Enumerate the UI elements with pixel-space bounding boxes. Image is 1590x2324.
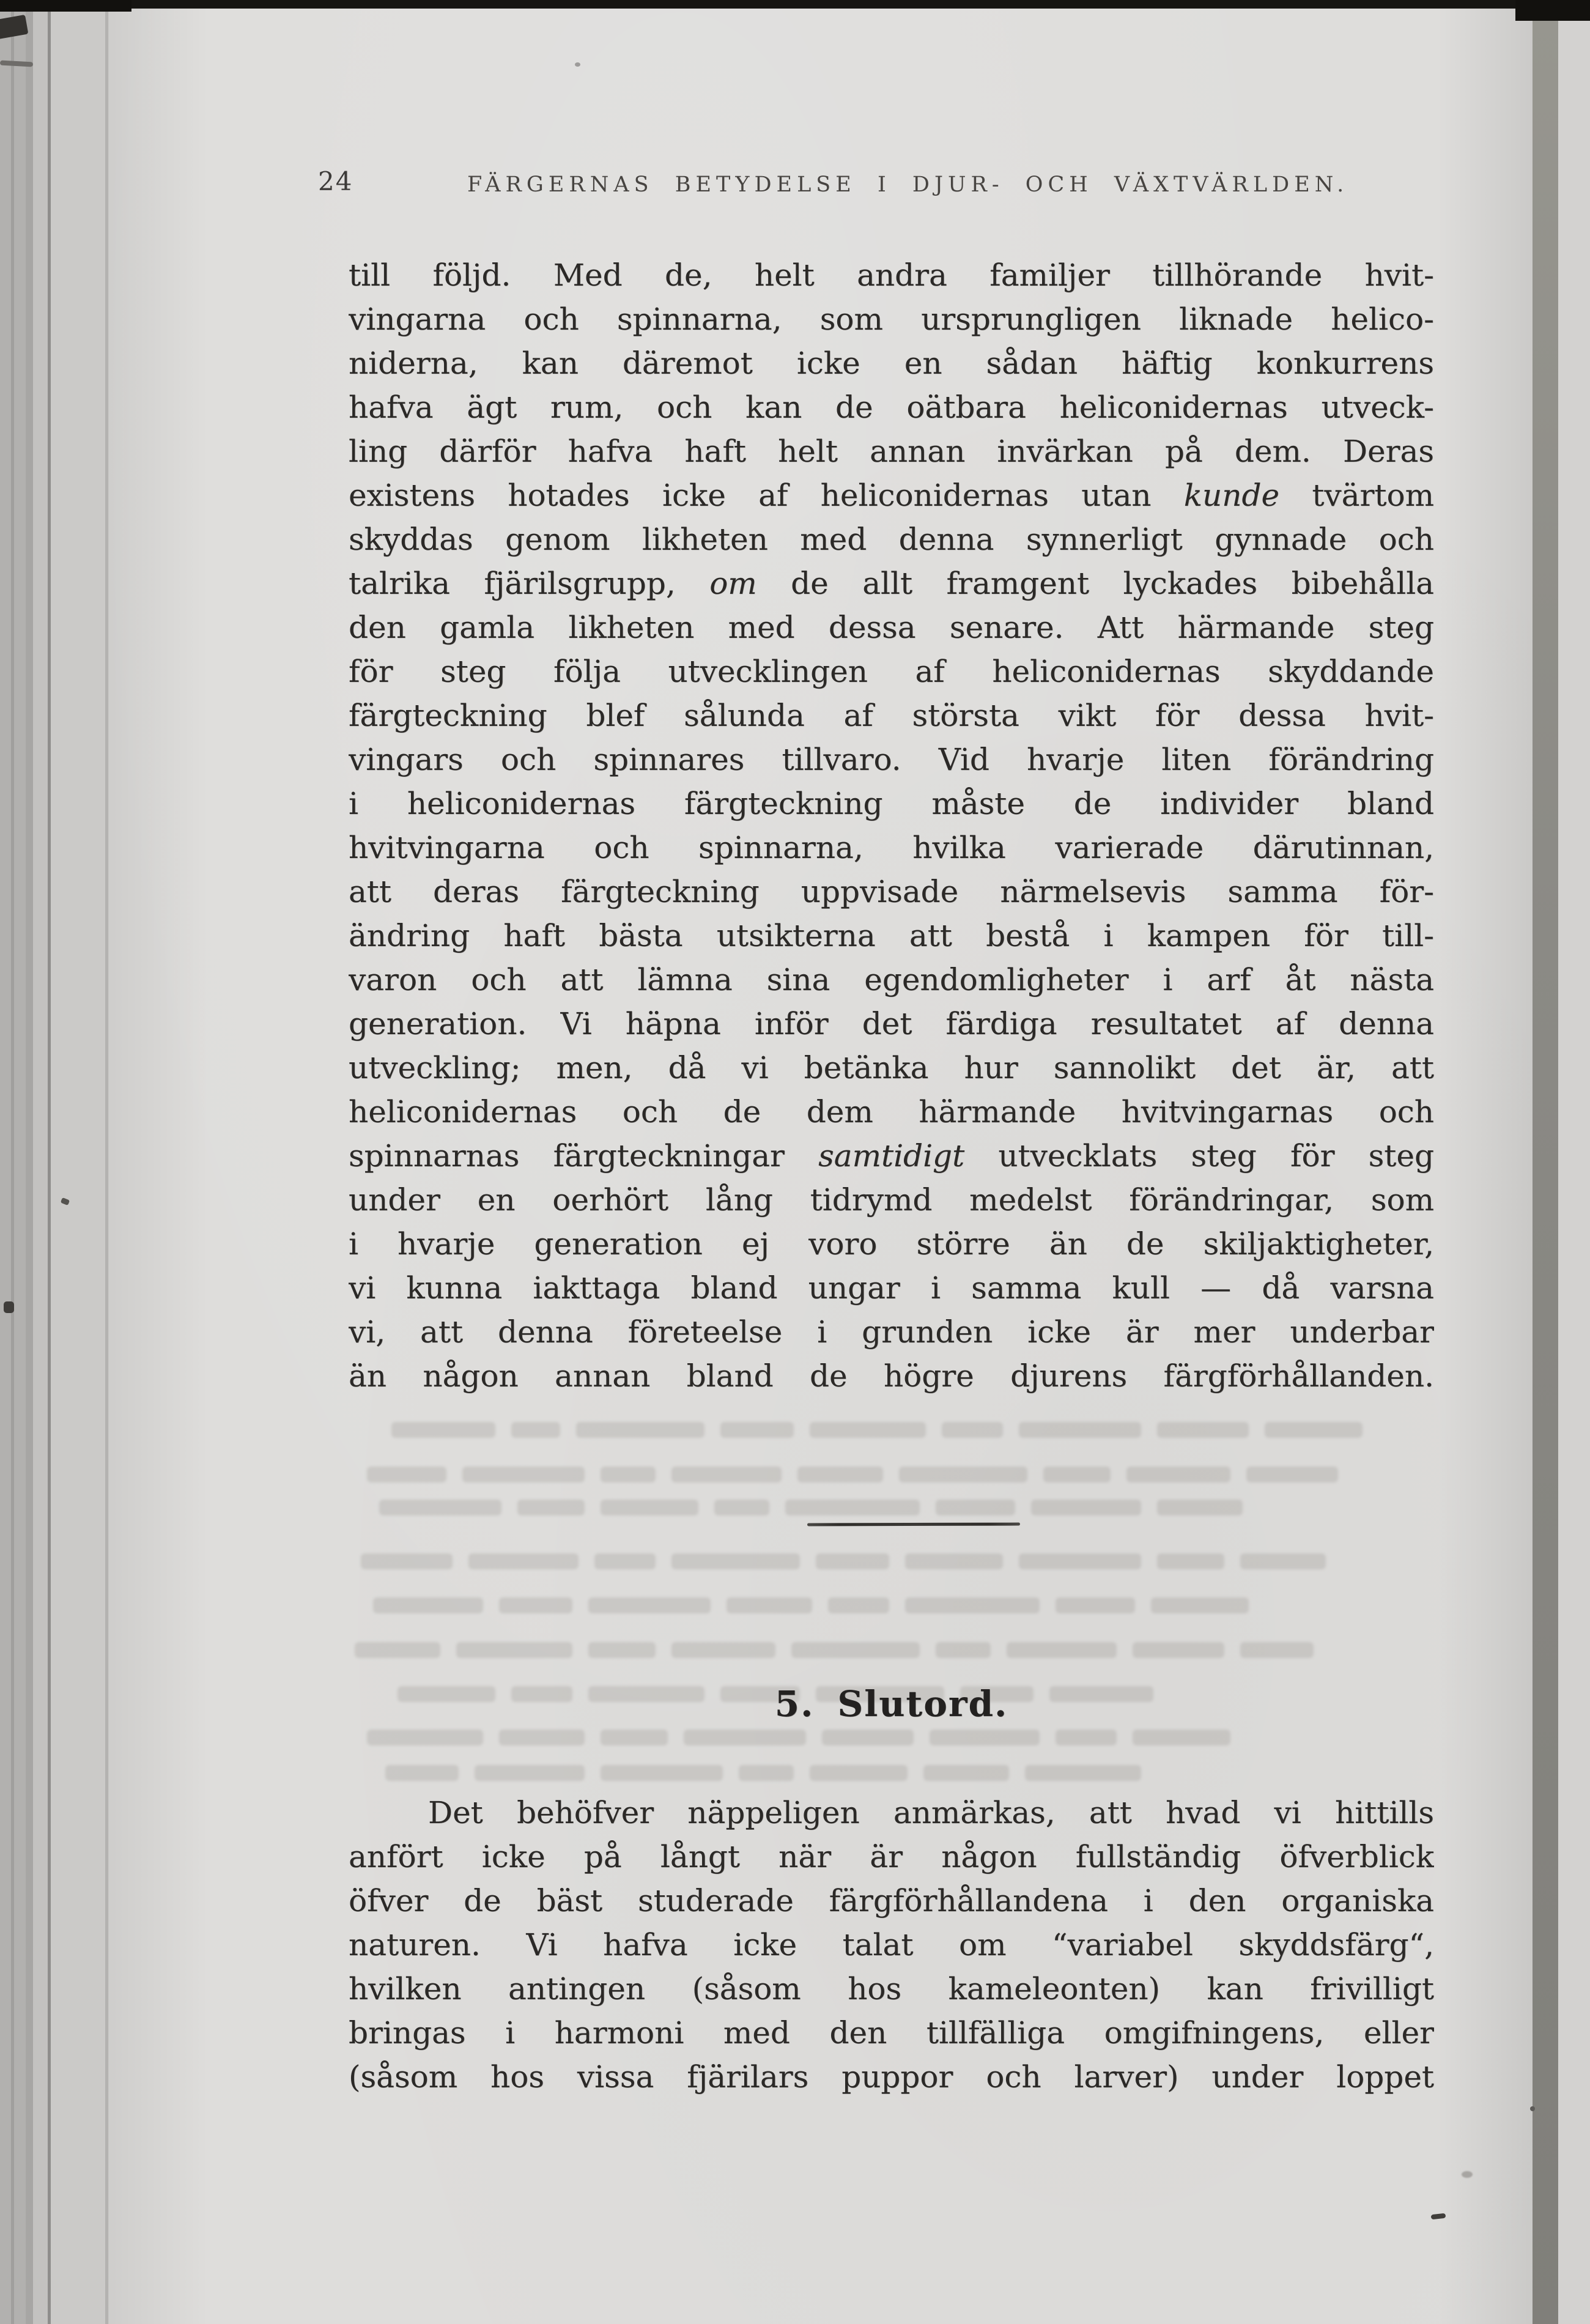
text-line: Det behöfver näppeligen anmärkas, att hvad vi hittills (428, 1795, 1434, 1830)
text-line: heliconidernas och de dem härmande hvitvingarnas och (349, 1094, 1434, 1130)
text-line: naturen. Vi hafva icke talat om “variabel skyddsfärg“, (349, 1927, 1434, 1963)
ink-speck (575, 62, 580, 67)
text-line: vi kunna iakttaga bland ungar i samma kull — då varsna (349, 1270, 1434, 1306)
paragraph-slutord (349, 1791, 1434, 2099)
text-line: generation. Vi häpna inför det färdiga resultatet af denna (349, 1006, 1434, 1042)
bleedthrough-line (385, 1765, 1157, 1783)
text-line: skyddas genom likheten med denna synnerligt gynnade och (349, 522, 1434, 557)
text-line: (såsom hos vissa fjärilars puppor och larver) under loppet (349, 2059, 1434, 2095)
text-line: för steg följa utvecklingen af heliconidernas skyddande (349, 654, 1434, 689)
text-line: existens hotades icke af heliconidernas utan kunde tvärtom (349, 478, 1434, 513)
bleedthrough-line (373, 1597, 1265, 1616)
text-line: anfört icke på långt när är någon fullständig öfverblick (349, 1839, 1434, 1874)
text-line: vingarna och spinnarna, som ursprungligen liknade helico- (349, 302, 1434, 337)
text-line: i hvarje generation ej voro större än de skiljaktigheter, (349, 1226, 1434, 1262)
text-line: vi, att denna företeelse i grunden icke är mer underbar (349, 1314, 1434, 1350)
text-line: talrika fjärilsgrupp, om de allt framgent lyckades bibehålla (349, 566, 1434, 601)
text-line: i heliconidernas färgteckning måste de individer bland (349, 786, 1434, 821)
text-line: vingars och spinnares tillvaro. Vid hvarje liten förändring (349, 742, 1434, 777)
text-line: utveckling; men, då vi betänka hur sannolikt det är, att (349, 1050, 1434, 1086)
text-line: under en oerhört lång tidrymd medelst förändringar, som (349, 1182, 1434, 1218)
text-line: öfver de bäst studerade färgförhållandena i den organiska (349, 1883, 1434, 1919)
text-line: niderna, kan däremot icke en sådan häftig konkurrens (349, 346, 1434, 381)
bleedthrough-line (361, 1553, 1342, 1572)
bleedthrough-line (367, 1467, 1354, 1485)
text-line: ändring haft bästa utsikterna att bestå i kampen för till- (349, 918, 1434, 953)
text-line: hvilken antingen (såsom hos kameleonten) kan frivilligt (349, 1971, 1434, 2007)
bleedthrough-line (379, 1500, 1259, 1518)
text-line: att deras färgteckning uppvisade närmelsevis samma för- (349, 874, 1434, 909)
bleedthrough-line (367, 1730, 1246, 1748)
section-divider-rule (807, 1523, 1020, 1527)
ink-speck (1462, 2171, 1473, 2178)
text-line: färgteckning blef sålunda af största vikt för dessa hvit- (349, 698, 1434, 733)
text-line: bringas i harmoni med den tillfälliga omgifningens, eller (349, 2015, 1434, 2051)
bleedthrough-line (391, 1422, 1378, 1440)
ink-speck (1530, 2106, 1535, 2111)
section-heading-title: Slutord. (837, 1683, 1008, 1725)
paragraph-continuation (349, 253, 1434, 1398)
text-line: spinnarnas färgteckningar samtidigt utvecklats steg för steg (349, 1138, 1434, 1174)
running-title: FÄRGERNAS BETYDELSE I DJUR- OCH VÄXTVÄRLDEN. (467, 172, 1349, 197)
section-heading (349, 1683, 1434, 1725)
section-heading-number: 5. (774, 1683, 815, 1725)
page-number: 24 (318, 166, 353, 196)
text-line: än någon annan bland de högre djurens färgförhållanden. (349, 1358, 1434, 1394)
text-line: den gamla likheten med dessa senare. Att härmande steg (349, 610, 1434, 645)
text-line: varon och att lämna sina egendomligheter i arf åt nästa (349, 962, 1434, 997)
text-line: till följd. Med de, helt andra familjer tillhörande hvit- (349, 257, 1434, 293)
bleedthrough-line (355, 1642, 1329, 1660)
ink-speck (4, 1301, 14, 1313)
text-line: hvitvingarna och spinnarna, hvilka varierade därutinnan, (349, 830, 1434, 865)
text-line: ling därför hafva haft helt annan invärkan på dem. Deras (349, 434, 1434, 469)
text-line: hafva ägt rum, och kan de oätbara heliconidernas utveck- (349, 390, 1434, 425)
